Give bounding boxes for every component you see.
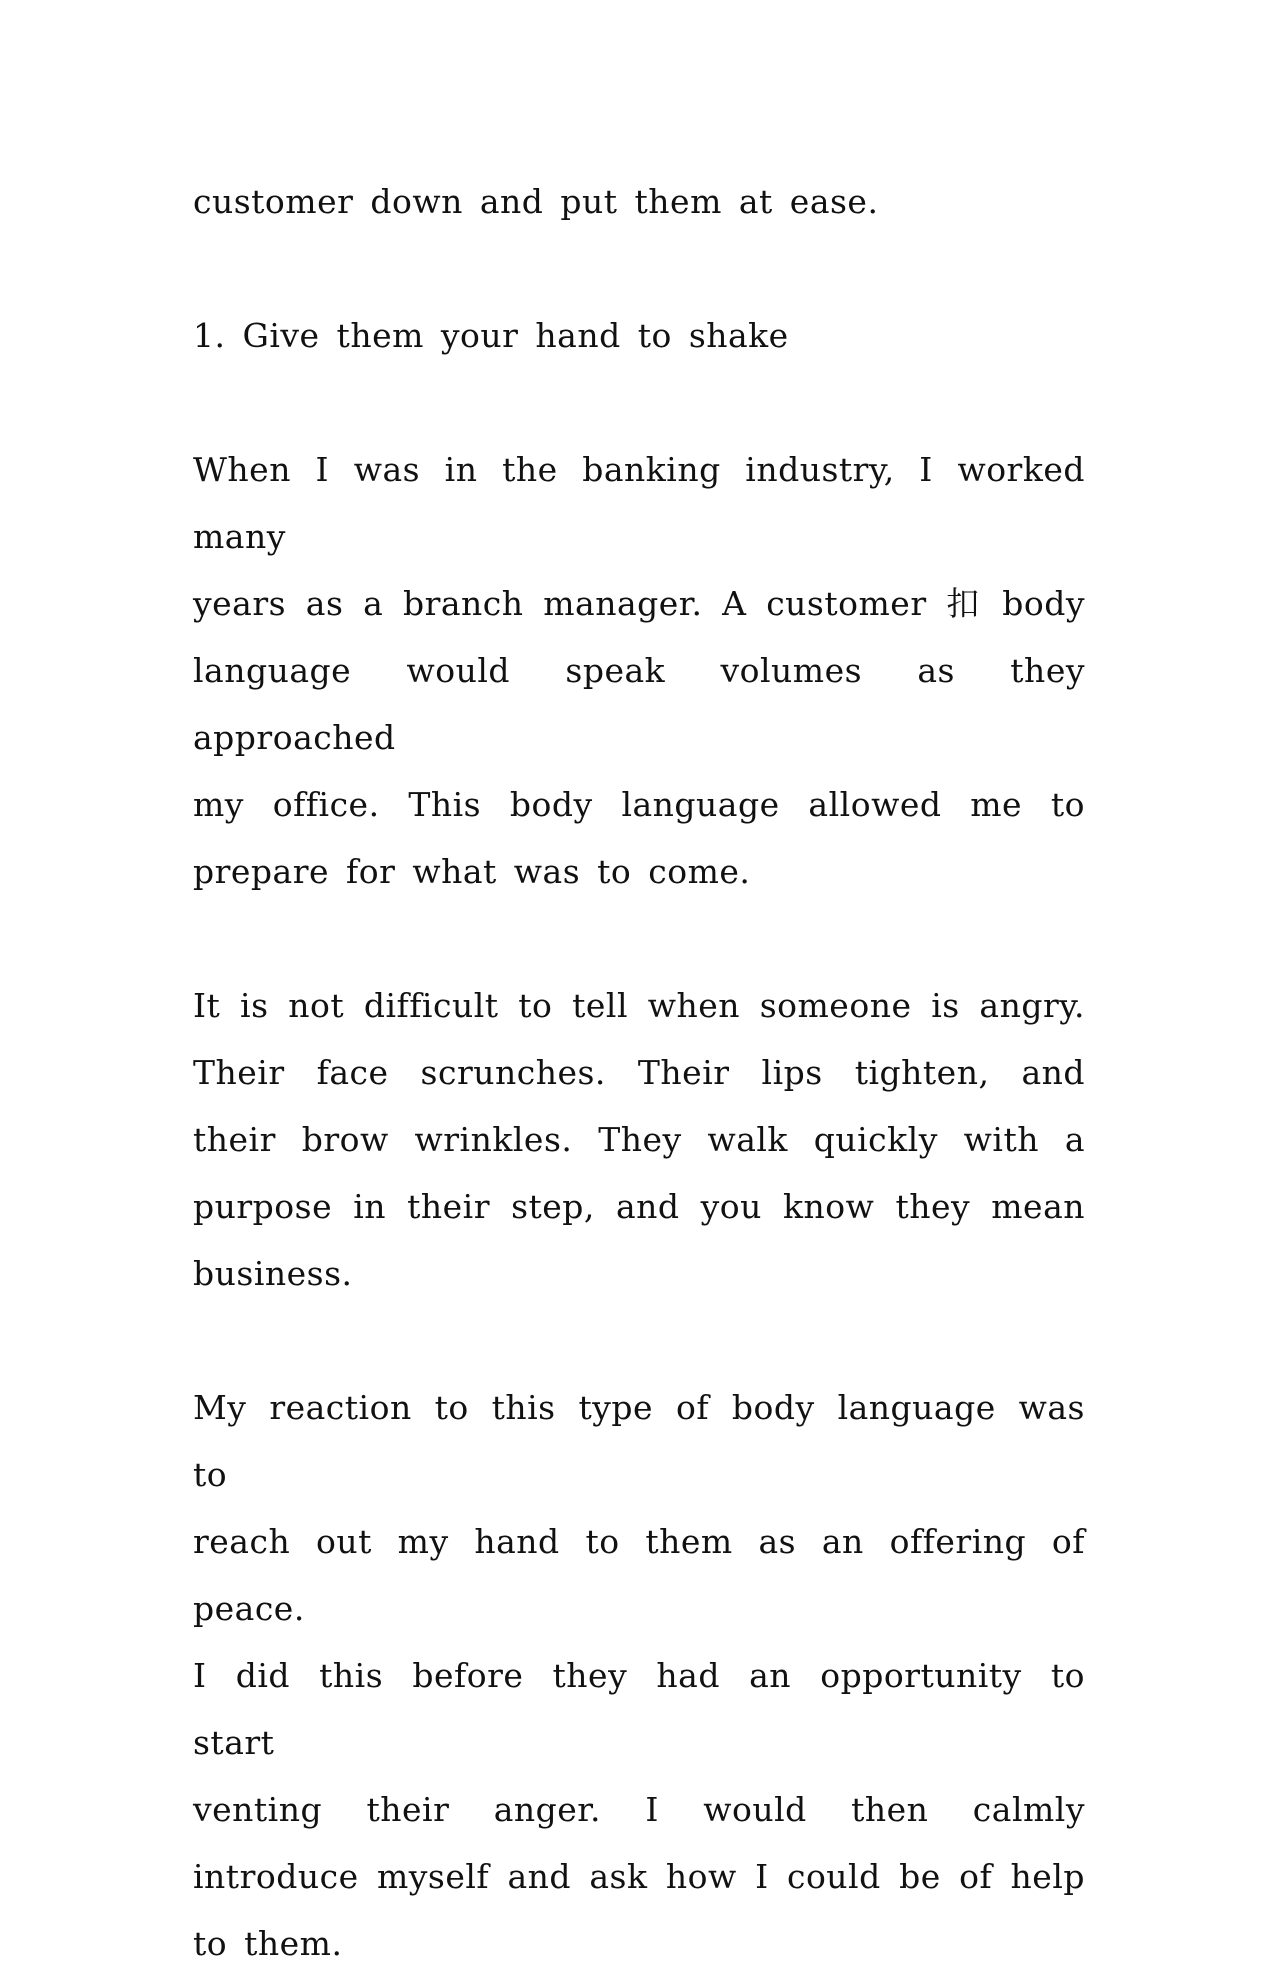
- paragraph-line: My reaction to this type of body language was to: [193, 1388, 1085, 1494]
- paragraph-reaction: [193, 1374, 1085, 1977]
- paragraph-line: language would speak volumes as they approached: [193, 651, 1085, 757]
- paragraph-line: When I was in the banking industry, I worked many: [193, 450, 1085, 556]
- intro-line: customer down and put them at ease.: [193, 182, 879, 221]
- paragraph-line: Their face scrunches. Their lips tighten, and: [193, 1053, 1085, 1092]
- document-body: [193, 168, 1085, 1977]
- paragraph-line: years as a branch manager. A customer 扣 body: [193, 584, 1085, 623]
- paragraph-line: prepare for what was to come.: [193, 852, 751, 891]
- paragraph-line: my office. This body language allowed me to: [193, 785, 1085, 824]
- paragraph-line: business.: [193, 1254, 353, 1293]
- paragraph-line: reach out my hand to them as an offering of peace.: [193, 1522, 1085, 1628]
- paragraph-line: to them.: [193, 1924, 343, 1963]
- intro-paragraph: [193, 168, 1085, 235]
- paragraph-line: introduce myself and ask how I could be of help: [193, 1857, 1085, 1896]
- paragraph-line: purpose in their step, and you know they mean: [193, 1187, 1085, 1226]
- paragraph-line: I did this before they had an opportunity to start: [193, 1656, 1085, 1762]
- heading-text: 1. Give them your hand to shake: [193, 316, 789, 355]
- paragraph-line: venting their anger. I would then calmly: [193, 1790, 1085, 1829]
- paragraph-line: their brow wrinkles. They walk quickly with a: [193, 1120, 1085, 1159]
- paragraph-line: It is not difficult to tell when someone is angry.: [193, 986, 1085, 1025]
- paragraph-banking: [193, 436, 1085, 905]
- paragraph-angry: [193, 972, 1085, 1307]
- section-heading: [193, 302, 1085, 369]
